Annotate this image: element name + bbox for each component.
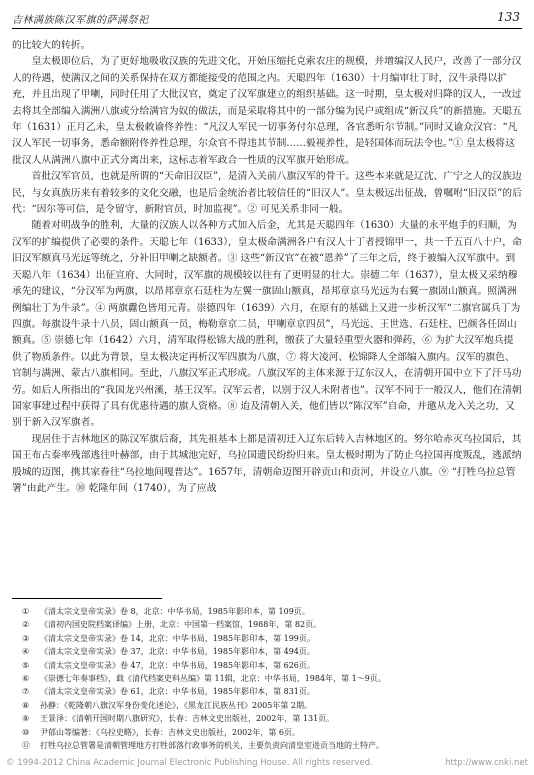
footnote-number: ④ (22, 647, 30, 657)
footnote-text: 孙静：《乾隆朝八旗汉军身份变化述论》，《黑龙江民族丛刊》2005年第 2期。 (40, 700, 312, 710)
footnote-text: 《清太宗文皇帝实录》卷 37，北京：中华书局，1985年影印本，第 494页。 (40, 647, 315, 657)
paragraph: 随着对明战争的胜利，大量的汉族人以各种方式加入后金，尤其是天聪四年（1630）大量的永平炮手的归顺，为汉军的扩编提供了必要的条件。天聪七年（1633），皇太极命满洲各户有汉人十丁者授锦甲一，共一千五百八十户，命旧汉军额真马光远等统之，分补旧甲喇之缺额者。③ 这些“新汉官”在被“恩养”了三年之后，终于被编入汉军旗中。到天聪八年（1634）出征宣府、大同时，汉军旗的规模较以往有了更明显的壮大。崇德二年（1637），皇太极又采纳穆承先的建议，“分汉军为两旗，以昂邦章京石廷柱为左翼一旗固山额真，昂邦章京马光远为右翼一旗固山额真。照满洲例编壮丁为牛录”。④ 两旗纛色皆用元青。崇德四年（1639）六月，在原有的基础上又进一步析汉军“二旗官属兵丁为四旗。每旗设牛录十八员，固山额真一员，梅勒章京二员，甲喇章京四员”，马光远、王世选、石廷柱、巴颜各任固山额真。⑤ 崇德七年（1642）六月，清军取得松锦大战的胜利，缴获了大量轻重型火器和弹药，⑥ 为扩大汉军炮兵提供了物质条件。以此为背景，皇太极决定再析汉军四旗为八旗，⑦ 将大凌河、松锦降人全部编入旗内。汉军的旗色、官制与满洲、蒙古八旗相同。至此，八旗汉军正式形成。八旗汉军的主体来源于辽东汉人，在清朝开国中立下了汗马功劳。如后人所指出的“我国龙兴州溪，基王汉军。汉军云者，以别于汉人未附者也”。汉军不同于一般汉人，他们在清朝国家事建过程中获得了具有优惠待遇的旗人资格。⑧ 迨及清朝入关，他们皆以“陈汉军”自命，并邀从龙入关之功，又别于新入汉军旗者。 (12, 220, 522, 429)
footnote-text: 《清太宗文皇帝实录》卷 14，北京：中华书局，1985年影印本，第 199页。 (40, 633, 315, 643)
footnote-text: 《清太宗文皇帝实录》卷 61，北京：中华书局，1985年影印本，第 831页。 (40, 687, 315, 697)
footnote-text: 《清初内国史院档案译编》上册，北京：中国第一档案馆，1988年，第 82页。 (40, 620, 322, 630)
footnote-text: 《清太宗文皇帝实录》卷 47，北京：中华书局，1985年影印本，第 626页。 (40, 660, 315, 670)
footnote (22, 726, 527, 739)
footnote-number: ① (22, 607, 30, 616)
copyright-notice: © 1994-2012 China Academic Journal Electronic Publishing House. All rights reserved. (6, 758, 373, 768)
footnote-number: ⑩ (22, 727, 30, 737)
paragraph: 现居住于吉林地区的陈汉军旗后裔，其先祖基本上都是清初迁入辽东后转入吉林地区的。努尔哈赤灭乌拉国后，其国王布占泰率残部逃往叶赫部，由于其城池完好，乌拉国遗民纷纷归来。皇太极时期为了防止乌拉国再度叛乱，逃派纳殷城的迈图，携其家眷往“乌拉地间嘎普达”。1657年，清朝命迈图开辟贡山和贡河，并设立八旗。⑨ “打牲乌拉总管署”由此产生。⑩ 乾隆年间（1740），为了应战 (12, 433, 522, 494)
footnote-number: ② (22, 620, 30, 630)
footnote (22, 699, 527, 712)
footnote (22, 672, 527, 685)
footnote-number: ⑤ (22, 660, 30, 670)
footnote-text: 打牲乌拉总管署是清朝管理地方打牲部落行政事务的机关，主要负责向清皇室进贡当地的土特产。 (40, 741, 384, 751)
footnotes (22, 605, 527, 752)
footnote (22, 632, 527, 645)
paragraph: 的比较大的转折。 (12, 40, 91, 51)
footnote-number: ⑥ (22, 674, 30, 684)
running-title: 吉林满族陈汉军旗的萨满祭祀 (12, 15, 149, 26)
footnote-number: ⑧ (22, 700, 30, 710)
page-number: 133 (497, 10, 520, 24)
paragraph: 皇太极即位后，为了更好地吸收汉族的先进文化，开始压缩托克索农庄的规模，并增编汉人民户，改善了一部分汉人的待遇，使满汉之间的关系保持在双方都能接受的范围之内。天聪四年（1630）十月编审壮丁时，汉牛录得以扩充，并且出现了甲喇，同时任用了大批汉官，奠定了汉军旗建立的组织基础。这一时期，皇太极对归降的汉人，一改过去将其全部编入满洲八旗或分给满官为奴的做法，而是采取将其中的一部分编为民户或组成“新汉兵”的新措施。天聪五年（1631）正月乙未，皇太极敕谕佟养性：“凡汉人军民一切事务付尔总理，各官悉听尔节制。”同时又谕众汉官：“凡汉人军民一切事务，悉命额附佟养性总理，尔众官不得违其节制……毅视养性，是轻国体而玩法令也。”① 皇太极将这批汉人从满洲八旗中正式分离出来，这标志着军政合一性质的汉军旗开始形成。 (12, 56, 522, 166)
footnote (22, 605, 527, 618)
footnote-divider (12, 598, 162, 599)
page-header (12, 10, 522, 29)
footnote-number: ⑨ (22, 714, 30, 724)
footnote-number: ⑪ (22, 741, 30, 751)
footnote (22, 712, 527, 725)
footnote-number: ③ (22, 633, 30, 643)
footnote (22, 685, 527, 698)
footnote (22, 618, 527, 631)
footnote-number: ⑦ (22, 687, 30, 697)
paragraph: 首批汉军官员，也就是所谓的“天命旧汉臣”，是清入关前八旗汉军的骨干。这些本来就是辽沈、广宁之人的汉族边民，与女真族历来有着较多的文化交融，也是后金统治者比较信任的“旧汉人”。皇太极远出征战，曾嘱咐“旧汉臣”的后代：“因尔等可信，是令留守，新附官员，时加监视”。② 可见关系非同一般。 (12, 171, 522, 216)
footnote-text: 《清太宗文皇帝实录》卷 8，北京：中华书局，1985年影印本，第 109页。 (40, 607, 310, 616)
website-link[interactable]: http://www.cnki.net (445, 758, 528, 768)
footnote-text: 王景泽：《清朝开国时期八旗研究》，长春：吉林文史出版社，2002年，第 131页。 (40, 714, 335, 724)
footnote-text: 尹郁山等编著：《乌拉史略》，长春：吉林文史出版社，2002年，第 6页。 (40, 727, 300, 737)
footnote (22, 645, 527, 658)
body-text (12, 38, 522, 497)
footnote (22, 739, 527, 752)
footnote-text: 《崇德七年奏事档》，载《清代档案史料丛编》第 11辑，北京：中华书局，1984年，第 1～9页。 (40, 674, 386, 684)
footnote (22, 659, 527, 672)
page-footer (6, 758, 528, 772)
